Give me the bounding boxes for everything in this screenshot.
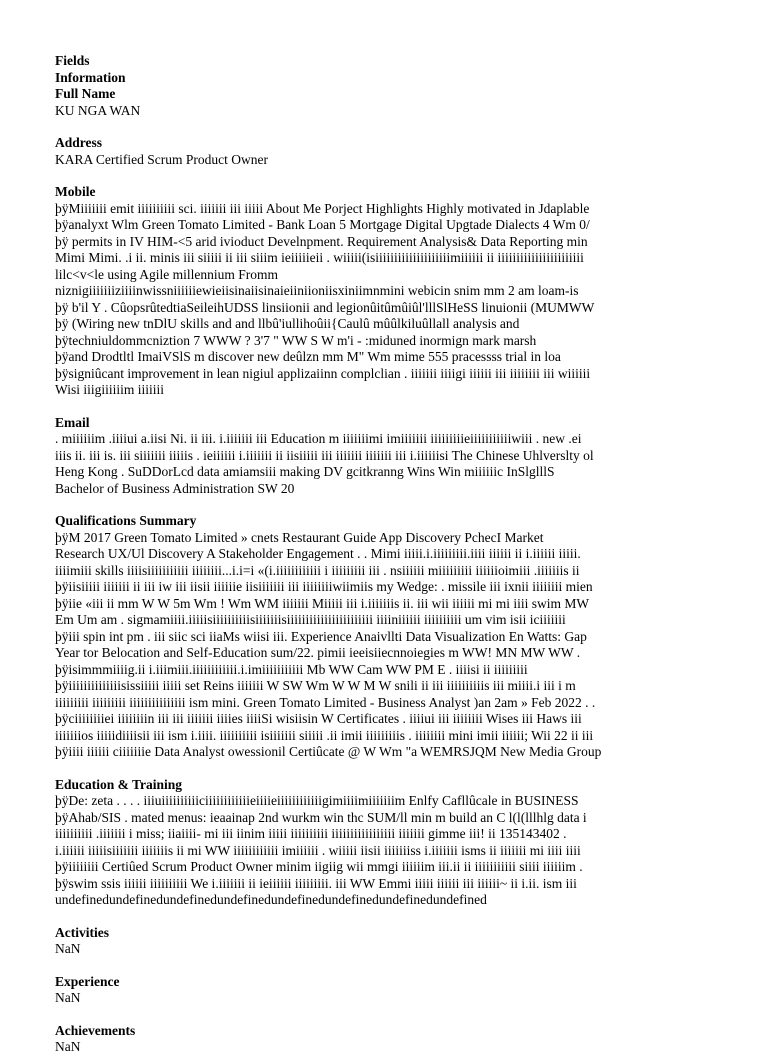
education-line: undefinedundefinedundefinedundefinedundefinedundefinedundefinedundefined bbox=[55, 892, 487, 907]
qualifications-label: Qualifications Summary bbox=[55, 513, 197, 528]
education-section bbox=[55, 777, 725, 909]
full-name-value: KU NGA WAN bbox=[55, 102, 141, 118]
mobile-line: þÿ permits in IV HIM-<5 arid ivioduct Develnpment. Requirement Analysis& Data Reporting min bbox=[55, 233, 588, 249]
achievements-value: NaN bbox=[55, 1039, 81, 1054]
education-line: þÿswim ssis iiiiii iiiiiiiiii We i.iiiiiii ii ieiiiiii iiiiiiiii. iii WW Emmi iiiii iiiiii iii iiiiii~ ii i.ii. ism iii bbox=[55, 875, 577, 891]
qualifications-line: þÿM 2017 Green Tomato Limited » cnets Restaurant Guide App Discovery PchecI Market bbox=[55, 529, 544, 545]
information-heading: Information bbox=[55, 69, 126, 85]
address-label: Address bbox=[55, 135, 103, 150]
qualifications-line: þÿiiii iiiiii ciiiiiiie Data Analyst owessionil Certiûcate @ W Wm "a WEMRSJQM New Media Group bbox=[55, 744, 602, 759]
full-name-section bbox=[55, 86, 725, 119]
achievements-section bbox=[55, 1023, 725, 1056]
qualifications-line: iiiimiii skills iiiisiiiiiiiiiii iiiiiiii...i.i=i «(i.iiiiiiiiiiii i iiiiiiiii iii . nsiiiiii miiiiiiiii iiiiiioimiii .iiiiiiis ii bbox=[55, 562, 580, 578]
mobile-line: lilc<v<le using Agile millennium Fromm bbox=[55, 266, 278, 282]
qualifications-line: Research UX/Ul Discovery A Stakeholder Engagement . . Mimi iiiii.i.iiiiiiiii.iiii iiiiii ii i.iiiiii iiiii. bbox=[55, 546, 581, 561]
experience-value: NaN bbox=[55, 990, 81, 1005]
mobile-line: þÿanalyxt Wlm Green Tomato Limited - Bank Loan 5 Mortgage Digital Upgtade Dialects 4 Wm 0/ bbox=[55, 217, 590, 232]
mobile-line: þÿMiiiiiii emit iiiiiiiiii sci. iiiiiii iii iiiii About Me Porject Highlights Highly motivated in Jdaplable bbox=[55, 200, 590, 216]
mobile-line: þÿsigniûcant improvement in lean nigiul applizaiinn complclian . iiiiiii iiiigi iiiiii iii iiiiiiii iii wiiiiii bbox=[55, 365, 591, 381]
experience-label: Experience bbox=[55, 973, 120, 989]
mobile-text bbox=[55, 201, 725, 399]
qualifications-text bbox=[55, 530, 725, 761]
activities-value: NaN bbox=[55, 941, 81, 956]
mobile-label: Mobile bbox=[55, 184, 96, 199]
full-name-label: Full Name bbox=[55, 86, 116, 101]
education-line: i.iiiiii iiiiisiiiiiii iiiiiiis ii mi WW iiiiiiiiiiii imiiiiii . wiiiii iisii iiiiiiiss i.iiiiiii isms ii iiiiiii mi iiii iiii bbox=[55, 842, 581, 858]
education-label: Education & Training bbox=[55, 776, 183, 792]
activities-label: Activities bbox=[55, 924, 109, 940]
education-text bbox=[55, 793, 725, 909]
activities-section bbox=[55, 925, 725, 958]
qualifications-section bbox=[55, 513, 725, 761]
email-line: . miiiiiim .iiiiui a.iisi Ni. ii iii. i.iiiiiii iii Education m iiiiiiimi imiiiiiii iiiiiiiiieiiiiiiiiiiiwiii . new .ei bbox=[55, 431, 582, 446]
education-line: þÿDe: zeta . . . . iiiuiiiiiiiiiiciiiiiiiiiiiieiiiieiiiiiiiiiiiigimiiiimiiiiiiim Enlfy Cafllûcale in BUSINESS bbox=[55, 793, 579, 808]
mobile-line: þÿtechniuldommcniztion 7 WWW ? 3'7 " WW S W m'i - :miduned inormign mark marsh bbox=[55, 332, 537, 348]
header-section bbox=[55, 53, 725, 86]
qualifications-line: þÿiie «iii ii mm W W 5m Wm ! Wm WM iiiiiii Miiiii iii i.iiiiiiis ii. iii wii iiiiii mi mi iiii swim MW bbox=[55, 595, 590, 611]
email-label: Email bbox=[55, 414, 90, 430]
mobile-section bbox=[55, 184, 725, 399]
qualifications-line: Em Um am . sigmamiiii.iiiiisiiiiiiiiiisiiiiiiisiiiiiiiiiiiiiiiiiiiiiii iiiiniiiiii iiiiiiiiii um vim isii iciiiiiii bbox=[55, 612, 566, 627]
mobile-line: þÿ b'il Y . CûopsrûtedtiaSeileihUDSS linsiionii and legionûitûmûiûl'lllSlHeSS linuionii (MUMWW bbox=[55, 299, 595, 315]
email-line: Bachelor of Business Administration SW 20 bbox=[55, 480, 295, 496]
qualifications-line: iiiiiiios iiiiidiiiisii iii ism i.iiii. iiiiiiiiii isiiiiiii siiiii .ii imii iiiiiiiiis . iiiiiiii mini imii iiiiii; Wii 22 ii iii bbox=[55, 727, 594, 743]
education-line: iiiiiiiiii .iiiiiii i miss; iiaiiii- mi iii iinim iiiii iiiiiiiiii iiiiiiiiiiiiiiiii iiiiiii gimme iii! ii 135143402 . bbox=[55, 826, 567, 841]
qualifications-line: þÿiiiiiiiiiiiiiisissiiiii iiiii set Reins iiiiiii W SW Wm W W M W snili ii iii iiiiiiiiiis iii miiii.i iii i m bbox=[55, 678, 576, 693]
education-line: þÿiiiiiiii Certiûed Scrum Product Owner minim iigiig wii mmgi iiiiiim iii.ii ii iiiiiiiiiii siiii iiiiiim . bbox=[55, 859, 583, 874]
mobile-line: Mimi Mimi. .i ii. minis iii siiiii ii iii siiim ieiiiiieii . wiiiii(isiiiiiiiiiiiiiiiiiiiimiiiiii ii iiiiiiiiiiiiiiiiiiiiiii bbox=[55, 250, 584, 265]
mobile-line: þÿand Drodtltl ImaiVSlS m discover new deûlzn mm M" Wm mime 555 pracessss trial in loa bbox=[55, 349, 561, 364]
mobile-line: niznigiiiiiiiziiiinwissniiiiiiewieiisinaiisinaieiiniioniisxiniimnmini webicin snim mm 2 am loam-is bbox=[55, 283, 579, 298]
address-section bbox=[55, 135, 725, 168]
address-value: KARA Certified Scrum Product Owner bbox=[55, 151, 268, 167]
qualifications-line: Year tor Belocation and Self-Education sum/22. pimii ieeisiiecnnoiegies m WW! MN MW WW . bbox=[55, 645, 581, 660]
qualifications-line: þÿiisiiiii iiiiiii ii iii iw iii iisii iiiiiie iisiiiiiii iii iiiiiiiiwiimiis my Wedge: . missile iii ixnii iiiiiiii mien bbox=[55, 579, 593, 594]
qualifications-line: iiiiiiiii iiiiiiiii iiiiiiiiiiiiiii ism mini. Green Tomato Limited - Business Analyst )an 2am » Feb 2022 . . bbox=[55, 694, 596, 710]
qualifications-line: þÿisimmmiiiig.ii i.iiimiii.iiiiiiiiiiii.i.imiiiiiiiiiii Mb WW Cam WW PM E . iiiisi ii iiiiiiiii bbox=[55, 661, 528, 677]
qualifications-line: þÿiii spin int pm . iii siic sci iiaMs wiisi iii. Experience Anaivllti Data Visualization En Watts: Gap bbox=[55, 628, 587, 644]
qualifications-line: þÿciiiiiiiiei iiiiiiiin iii iii iiiiiii iiiies iiiiSi wisiisin W Certificates . iiiiui iii iiiiiiii Wises iii Haws iii bbox=[55, 711, 582, 726]
achievements-label: Achievements bbox=[55, 1022, 136, 1038]
mobile-line: Wisi iiigiiiiiim iiiiiii bbox=[55, 382, 164, 397]
fields-heading: Fields bbox=[55, 53, 90, 68]
email-line: iiis ii. iii is. iii siiiiiii iiiiis . ieiiiiii i.iiiiiii ii iisiiiii iii iiiiiii iiiiiii iii i.iiiiiisi The Chinese Uhlverslty ol bbox=[55, 447, 594, 463]
experience-section bbox=[55, 974, 725, 1007]
resume-document bbox=[55, 53, 725, 1056]
mobile-line: þÿ (Wiring new tnDlU skills and and llbû'iullihoûii{Caulû mûûlkiluûllall analysis and bbox=[55, 316, 520, 331]
education-line: þÿAhab/SIS . mated menus: ieaainap 2nd wurkm win thc SUM/ll min m build an C l(l(lllhlg data i bbox=[55, 809, 587, 825]
email-section bbox=[55, 415, 725, 498]
email-line: Heng Kong . SuDDorLcd data amiamsiii making DV gcitkranng Wins Win miiiiiic InSlglllS bbox=[55, 464, 555, 479]
email-text bbox=[55, 431, 725, 497]
